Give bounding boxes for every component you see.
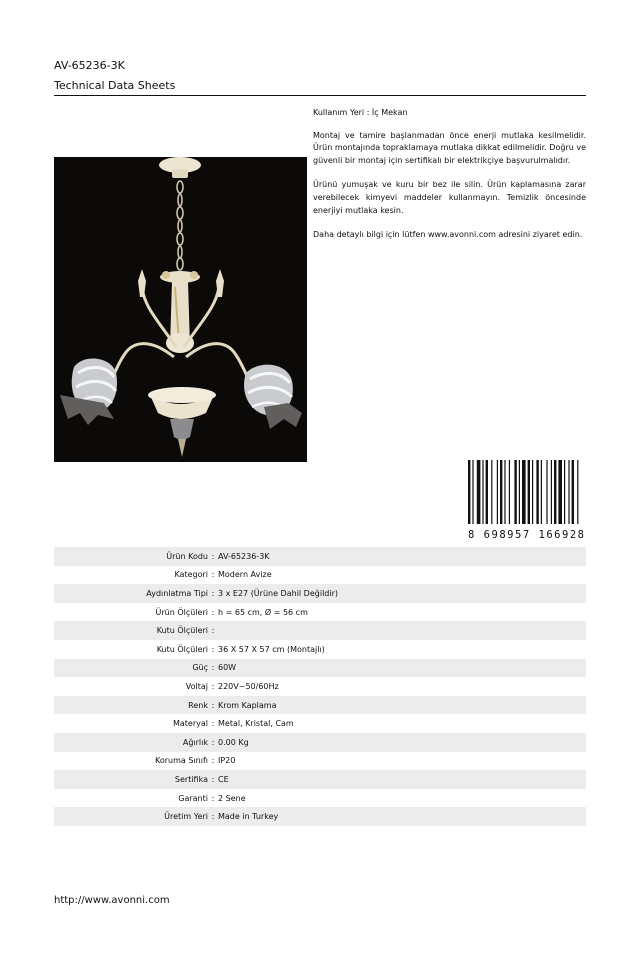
footer-website-url: http://www.avonni.com xyxy=(54,895,170,906)
spec-value: AV-65236-3K xyxy=(218,551,270,561)
spec-label: Üretim Yeri xyxy=(164,812,208,822)
spec-value: 36 X 57 X 57 cm (Montajlı) xyxy=(218,644,325,654)
spec-label: Ürün Kodu xyxy=(166,551,208,561)
spec-row xyxy=(54,770,586,789)
spec-row xyxy=(54,789,586,808)
spec-value: 0.00 Kg xyxy=(218,737,249,747)
spec-table xyxy=(54,547,586,826)
product-code-heading: AV-65236-3K xyxy=(54,59,125,72)
spec-separator: : xyxy=(211,756,215,766)
spec-separator: : xyxy=(211,700,215,710)
spec-row xyxy=(54,584,586,603)
spec-separator: : xyxy=(211,793,215,803)
spec-label: Güç xyxy=(192,663,208,673)
spec-row xyxy=(54,696,586,715)
spec-label: Materyal xyxy=(172,719,208,729)
spec-separator: : xyxy=(211,774,215,784)
spec-row xyxy=(54,659,586,678)
spec-separator: : xyxy=(211,607,215,617)
spec-separator: : xyxy=(211,737,215,747)
spec-separator: : xyxy=(211,663,215,673)
spec-row xyxy=(54,733,586,752)
spec-label: Ürün Ölçüleri xyxy=(155,607,208,617)
installation-warning-text: Montaj ve tamire başlanmadan önce enerji mutlaka kesilmelidir. Ürün montajında topraklamaya mutlaka dikkat edilmelidir. Doğru ve güvenli bir montaj için sertifikalı bir elektrikçiye başvurulmalıdır. xyxy=(313,130,586,165)
spec-value: Made in Turkey xyxy=(218,812,279,822)
more-info-text: Daha detaylı bilgi için lütfen www.avonni.com adresini ziyaret edin. xyxy=(313,230,583,240)
spec-value: Metal, Kristal, Cam xyxy=(218,719,294,729)
spec-separator: : xyxy=(211,812,215,822)
spec-label: Garanti xyxy=(178,793,208,803)
spec-separator: : xyxy=(211,681,215,691)
spec-separator: : xyxy=(211,570,215,580)
barcode-digits xyxy=(467,528,585,541)
product-photo xyxy=(54,157,307,462)
spec-label: Kategori xyxy=(174,570,208,580)
spec-separator: : xyxy=(211,626,215,636)
spec-row xyxy=(54,677,586,696)
spec-value: 2 Sene xyxy=(218,793,246,803)
spec-value: h = 65 cm, Ø = 56 cm xyxy=(218,607,308,617)
barcode-number: 8 698957 166928 xyxy=(468,529,584,541)
spec-separator: : xyxy=(211,644,215,654)
spec-value: 60W xyxy=(218,663,237,673)
spec-label: Koruma Sınıfı xyxy=(155,756,208,766)
barcode xyxy=(467,460,585,541)
usage-location-text: Kullanım Yeri : İç Mekan xyxy=(313,108,408,117)
spec-separator: : xyxy=(211,588,215,598)
spec-row xyxy=(54,621,586,640)
spec-separator: : xyxy=(211,719,215,729)
spec-value: 220V~50/60Hz xyxy=(218,681,279,691)
spec-label: Voltaj xyxy=(185,681,208,691)
usage-info-block xyxy=(313,107,586,254)
spec-label: Sertifika xyxy=(174,774,208,784)
spec-value: CE xyxy=(218,774,229,784)
spec-label: Kutu Ölçüleri xyxy=(156,644,208,654)
spec-label: Kutu Ölçüleri xyxy=(156,626,208,636)
spec-row xyxy=(54,640,586,659)
spec-row xyxy=(54,566,586,585)
cleaning-instructions-text: Ürünü yumuşak ve kuru bir bez ile silin. Ürün kaplamasına zarar verebilecek kimyevi maddeler kullanmayın. Temizlik öncesinde enerjiyi mutlaka kesin. xyxy=(313,180,586,215)
spec-value: Krom Kaplama xyxy=(218,700,277,710)
spec-row xyxy=(54,547,586,566)
barcode-bars-icon xyxy=(467,460,585,524)
spec-value: 3 x E27 (Ürüne Dahil Değildir) xyxy=(218,588,338,598)
spec-label: Ağırlık xyxy=(182,737,208,747)
spec-label: Renk xyxy=(188,700,208,710)
document-subtitle: Technical Data Sheets xyxy=(54,79,176,92)
spec-row xyxy=(54,714,586,733)
spec-separator: : xyxy=(211,551,215,561)
spec-row xyxy=(54,603,586,622)
header-divider xyxy=(54,95,586,96)
spec-value: Modern Avize xyxy=(218,570,272,580)
spec-label: Aydınlatma Tipi xyxy=(146,588,208,598)
spec-row xyxy=(54,752,586,771)
spec-value: IP20 xyxy=(218,756,236,766)
spec-row xyxy=(54,807,586,826)
